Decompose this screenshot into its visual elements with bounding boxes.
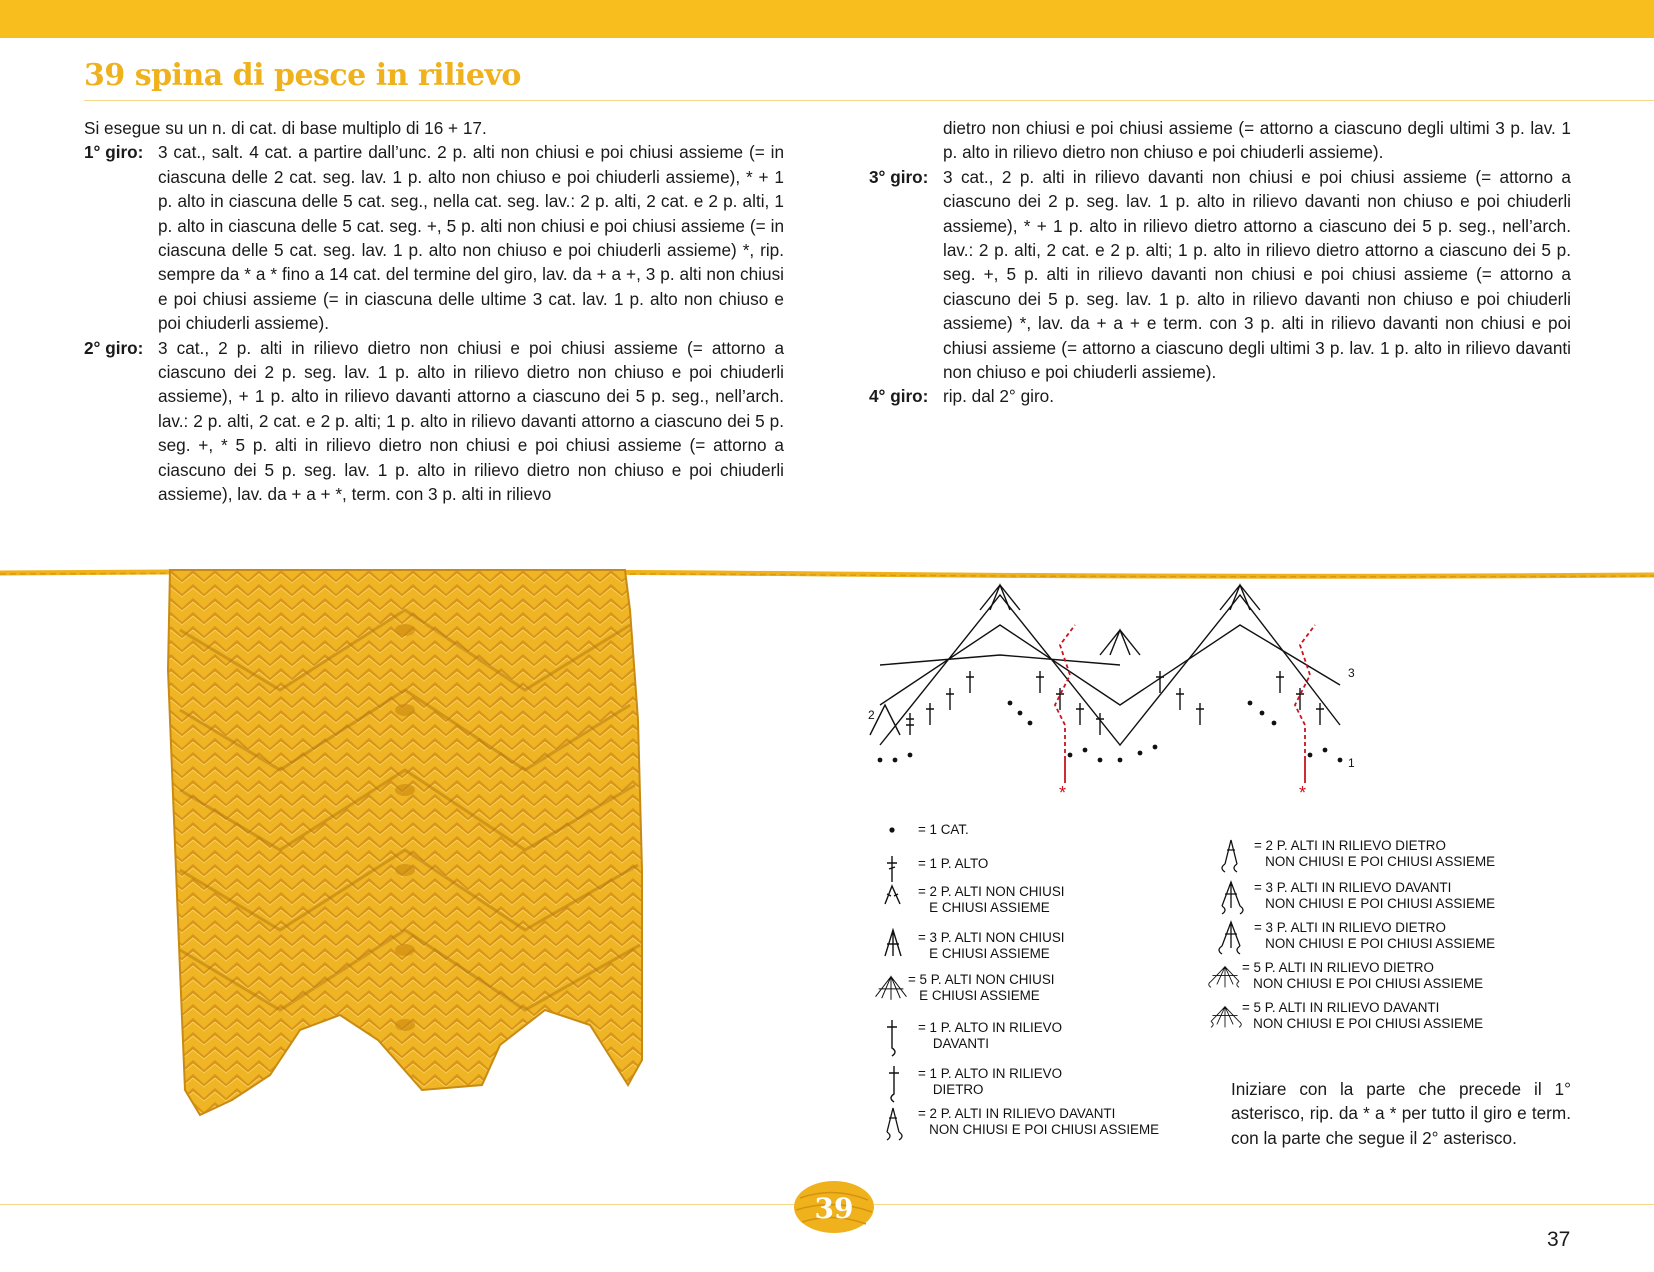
fpdc2tog-icon xyxy=(884,1106,918,1146)
legend-fpdc3tog xyxy=(1220,880,1495,920)
legend-bpdc3tog xyxy=(1220,920,1495,960)
row-label: 2 xyxy=(868,708,875,722)
legend-bpdc5tog xyxy=(1208,960,1483,1000)
legend-fpdc5tog xyxy=(1208,1000,1483,1040)
legend-bpdc2tog xyxy=(1220,838,1495,878)
page-number: 37 xyxy=(1547,1228,1571,1251)
round-label: 3° giro: xyxy=(869,166,929,187)
legend-text: = 5 P. ALTI IN RILIEVO DIETRO NON CHIUSI E POI CHIUSI ASSIEME xyxy=(1242,960,1484,991)
legend-text: = 2 P. ALTI IN RILIEVO DIETRO NON CHIUSI E POI CHIUSI ASSIEME xyxy=(1254,838,1496,869)
title-divider xyxy=(84,100,1654,101)
row-label: 3 xyxy=(1348,666,1355,680)
bpdc2tog-icon xyxy=(1220,838,1254,878)
badge-number: 39 xyxy=(814,1192,854,1225)
legend-dc3tog xyxy=(884,930,1064,970)
repeat-marker-2: * xyxy=(1299,783,1307,803)
legend-bpdc xyxy=(884,1066,1062,1106)
repeat-note: Iniziare con la parte che precede il 1° asterisco, rip. da * a * per tutto il giro e term. con la parte che segue il 2° asterisco. xyxy=(1231,1079,1571,1148)
legend-text: = 3 P. ALTI IN RILIEVO DIETRO NON CHIUSI E POI CHIUSI ASSIEME xyxy=(1254,920,1496,951)
dc2tog-icon xyxy=(884,884,918,924)
legend-fpdc xyxy=(884,1020,1062,1060)
round-text: 3 cat., 2 p. alti in rilievo davanti non chiusi e poi chiusi assieme (= attorno a ciascuno dei 2 p. seg. lav. 1 p. alto in rilievo davanti non chiuso e poi chiuderli assieme), * + 1 p. alto in rilievo dietro attorno a ciascuno dei 5 p. seg., nell’arch. lav.: 2 p. alti, 2 cat. e 2 p. alti; 1 p. alto in rilievo dietro attorno a ciascuno dei 5 p. seg. +, 5 p. alti in rilievo davanti non chiusi e poi chiusi assieme (= attorno a ciascuno dei 5 p. seg. lav. 1 p. alto in rilievo davanti non chiuso e poi chiuderli assieme) *, lav. da + a + e term. con 3 p. alti in rilievo davanti non chiusi e poi chiusi assieme (= attorno a ciascuno degli ultimi 3 p. lav. 1 p. alto in rilievo davanti non chiuso e poi chiuderli assieme). xyxy=(943,166,1571,383)
fpdc3tog-icon xyxy=(1220,880,1254,920)
round-text: rip. dal 2° giro. xyxy=(943,386,1055,407)
bpdc-icon xyxy=(884,1066,918,1106)
round-3 xyxy=(869,165,1571,385)
legend-text: = 5 P. ALTI IN RILIEVO DAVANTI NON CHIUSI E POI CHIUSI ASSIEME xyxy=(1242,1000,1484,1031)
dc3tog-icon xyxy=(884,930,918,970)
fpdc5tog-icon xyxy=(1208,1000,1242,1040)
round-text: 3 cat., 2 p. alti in rilievo dietro non chiusi e poi chiusi assieme (= attorno a ciascuno dei 2 p. seg. lav. 1 p. alto in rilievo dietro non chiuso e poi chiuderli assieme), + 1 p. alto in rilievo davanti attorno a ciascuno dei 5 p. seg., nell’arch. lav.: 2 p. alti, 2 cat. e 2 p. alti; 1 p. alto in rilievo davanti attorno a ciascuno dei 5 p. seg. +, * 5 p. alti in rilievo dietro non chiusi e poi chiusi assieme (= attorno a ciascuno dei 5 p. seg. lav. 1 p. alto in rilievo dietro non chiuso e poi chiuderli assieme), lav. da + a + *, term. con 3 p. alti in rilievo xyxy=(158,337,784,505)
yarn-ball-badge xyxy=(788,1178,880,1236)
legend-text: = 5 P. ALTI NON CHIUSI E CHIUSI ASSIEME xyxy=(908,972,1055,1003)
bpdc5tog-icon xyxy=(1208,960,1242,1000)
round-2-continuation: dietro non chiusi e poi chiusi assieme (= attorno a ciascuno degli ultimi 3 p. lav. 1 p. alto in rilievo dietro non chiuso e poi chiuderli assieme). xyxy=(943,118,1571,163)
instructions-left-column xyxy=(84,116,784,507)
stitch-diagram xyxy=(870,585,1390,815)
legend-text: = 2 P. ALTI NON CHIUSI E CHIUSI ASSIEME xyxy=(918,884,1065,915)
round-label: 4° giro: xyxy=(869,386,929,407)
legend-text: = 1 CAT. xyxy=(918,822,969,837)
round-text: 3 cat., salt. 4 cat. a partire dall’unc. 2 p. alti non chiusi e poi chiusi assieme (= in ciascuna delle 2 cat. seg. lav. 1 p. alto non chiuso e poi chiuderli assieme), * + 1 p. alto in ciascuna delle 5 cat. seg., nella cat. seg. lav.: 2 p. alti, 2 cat. e 2 p. alti, 1 p. alto in ciascuna delle 5 cat. seg. +, 5 p. alti non chiusi e poi chiusi assieme (= in ciascuna delle 5 cat. seg. lav. 1 p. alto non chiuso e poi chiuderli assieme) *, rip. sempre da * a * fino a 14 cat. del termine del giro, lav. da + a +, 3 p. alti non chiusi e poi chiusi assieme (= in ciascuna delle ultime 3 cat. lav. 1 p. alto non chiuso e poi chiuderli assieme). xyxy=(158,142,784,334)
legend-fpdc2tog xyxy=(884,1106,1159,1146)
legend-text: = 2 P. ALTI IN RILIEVO DAVANTI NON CHIUSI E POI CHIUSI ASSIEME xyxy=(918,1106,1160,1137)
legend-text: = 3 P. ALTI IN RILIEVO DAVANTI NON CHIUSI E POI CHIUSI ASSIEME xyxy=(1254,880,1496,911)
crochet-swatch-photo xyxy=(160,570,680,1130)
legend-text: = 1 P. ALTO IN RILIEVO DIETRO xyxy=(918,1066,1063,1097)
round-1 xyxy=(84,140,784,335)
row-label: 1 xyxy=(1348,756,1355,770)
top-accent-bar xyxy=(0,0,1654,38)
round-4 xyxy=(869,384,1571,408)
repeat-marker-1: * xyxy=(1059,783,1067,803)
legend-text: = 3 P. ALTI NON CHIUSI E CHIUSI ASSIEME xyxy=(918,930,1065,961)
dc5tog-icon xyxy=(874,972,908,1012)
legend-dc2tog xyxy=(884,884,1064,924)
intro-text: Si esegue su un n. di cat. di base multiplo di 16 + 17. xyxy=(84,118,487,138)
instructions-right-column xyxy=(869,116,1571,409)
fpdc-icon xyxy=(884,1020,918,1060)
legend-text: = 1 P. ALTO IN RILIEVO DAVANTI xyxy=(918,1020,1063,1051)
bpdc3tog-icon xyxy=(1220,920,1254,960)
round-label: 2° giro: xyxy=(84,337,144,358)
legend-dc5tog xyxy=(874,972,1054,1012)
round-2 xyxy=(84,336,784,507)
round-label: 1° giro: xyxy=(84,142,144,163)
page-title: 39 spina di pesce in rilievo xyxy=(84,58,521,93)
legend-text: = 1 P. ALTO xyxy=(918,856,989,871)
